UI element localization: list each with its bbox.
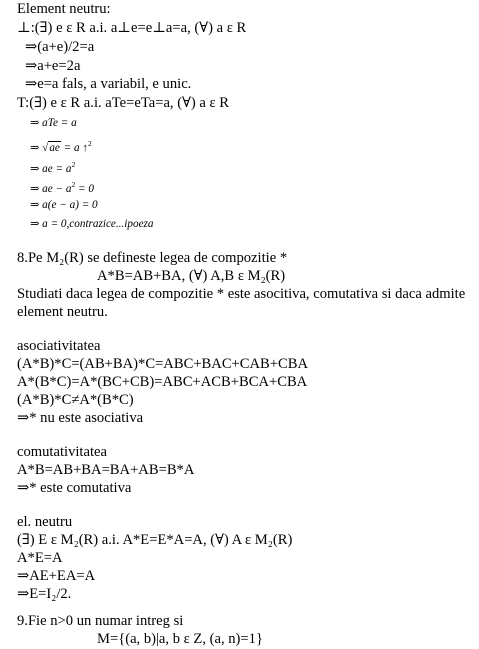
text-line: Studiati daca legea de compozitie * este asocitiva, comutativa si daca admite: [17, 286, 466, 302]
text-line: ⇒(a+e)/2=a: [25, 39, 95, 55]
math-line: ⇒ a = 0,contrazice...ipoeza: [30, 218, 154, 230]
text-line: A*B=AB+BA, (∀) A,B ε M₂(R): [97, 268, 286, 284]
math-line: ⇒ ae = $a^2$: [30, 160, 76, 175]
text-line: ⇒a+e=2a: [25, 58, 81, 74]
heading-element-neutru: Element neutru:: [17, 1, 111, 17]
math-line: ⇒ √ae = a ↑$^2$: [30, 139, 92, 154]
text-line: (A*B)*C≠A*(B*C): [17, 392, 134, 408]
section-heading: el. neutru: [17, 514, 73, 530]
section-heading: asociativitatea: [17, 338, 101, 354]
text-line: ⇒e=a fals, a variabil, e unic.: [25, 76, 192, 92]
text-line: A*B=AB+BA=BA+AB=B*A: [17, 462, 195, 478]
problem-8-heading: 8.Pe M₂(R) se defineste legea de compozitie *: [17, 250, 288, 266]
text-line: T:(∃) e ε R a.i. aTe=eTa=a, (∀) a ε R: [17, 95, 230, 111]
text-line: A*(B*C)=A*(BC+CB)=ABC+ACB+BCA+CBA: [17, 374, 308, 390]
text-line: ⊥:(∃) e ε R a.i. a⊥e=e⊥a=a, (∀) a ε R: [17, 20, 247, 36]
text-line: ⇒AE+EA=A: [17, 568, 96, 584]
math-line: ⇒ a(e − a) = 0: [30, 199, 98, 211]
text-line: ⇒E=I₂/2.: [17, 586, 72, 602]
text-line: ⇒* este comutativa: [17, 480, 132, 496]
text-line: A*E=A: [17, 550, 63, 566]
text-line: element neutru.: [17, 304, 108, 320]
math-line: ⇒ ae − $a^2 = 0$: [30, 180, 94, 195]
text-line: (∃) E ε M₂(R) a.i. A*E=E*A=A, (∀) A ε M₂(R): [17, 532, 293, 548]
text-line: (A*B)*C=(AB+BA)*C=ABC+BAC+CAB+CBA: [17, 356, 309, 372]
math-line: ⇒ aTe = a: [30, 117, 77, 129]
problem-9-heading: 9.Fie n>0 un numar intreg si: [17, 613, 184, 629]
text-line: ⇒* nu este asociativa: [17, 410, 144, 426]
section-heading: comutativitatea: [17, 444, 107, 460]
text-line: M={(a, b)|a, b ε Z, (a, n)=1}: [97, 631, 263, 647]
